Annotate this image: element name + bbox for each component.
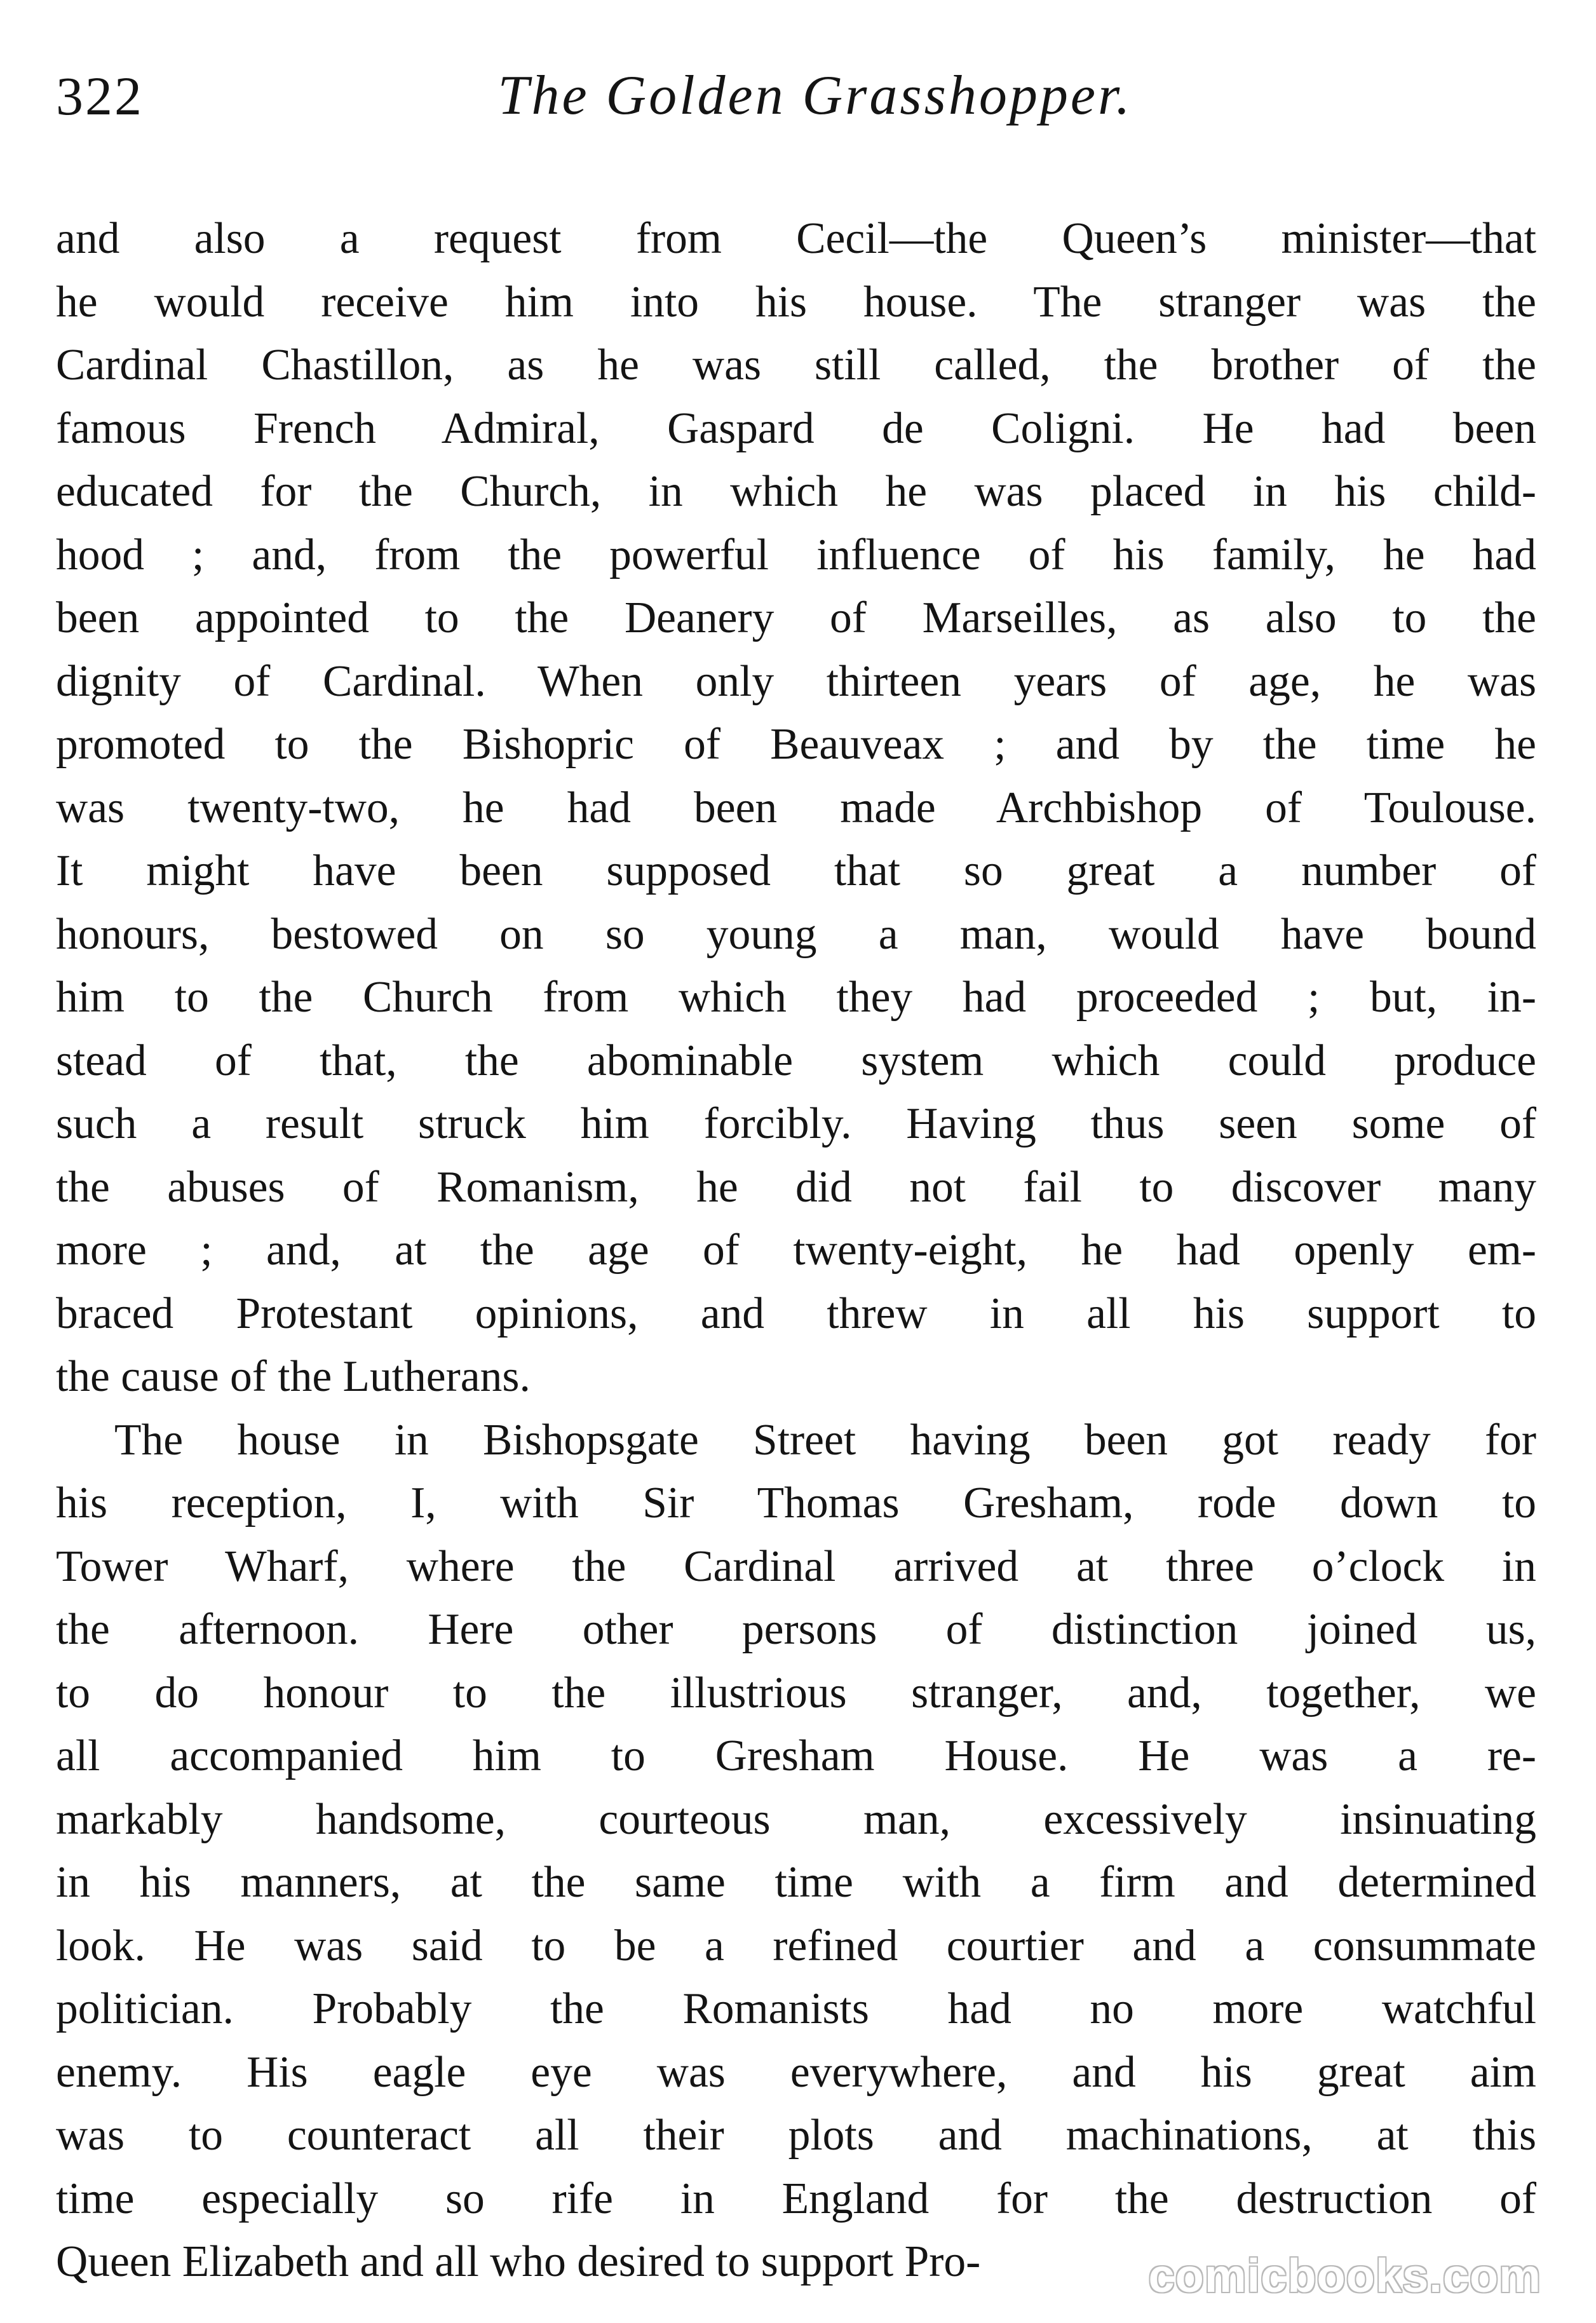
- text-line: educated for the Church, in which he was placed in his child-: [56, 467, 1536, 516]
- text-line: more ; and, at the age of twenty-eight, he had openly em-: [56, 1226, 1536, 1275]
- text-line: promoted to the Bishopric of Beauveax ; and by the time he: [56, 720, 1536, 769]
- text-line: and also a request from Cecil—the Queen’s minister—that: [56, 214, 1536, 263]
- text-line: famous French Admiral, Gaspard de Coligni. He had been: [56, 403, 1536, 453]
- text-line: hood ; and, from the powerful influence of his family, he had: [56, 530, 1536, 579]
- text-line: markably handsome, courteous man, excessively insinuating: [56, 1794, 1536, 1844]
- page-header: [56, 61, 1536, 169]
- text-line: in his manners, at the same time with a firm and determined: [56, 1858, 1536, 1907]
- text-line: The house in Bishopsgate Street having been got ready for: [114, 1415, 1536, 1465]
- text-line: braced Protestant opinions, and threw in all his support to: [56, 1289, 1536, 1338]
- text-line: stead of that, the abominable system which could produce: [56, 1036, 1536, 1085]
- text-line: the afternoon. Here other persons of distinction joined us,: [56, 1605, 1536, 1654]
- text-line: he would receive him into his house. The stranger was the: [56, 277, 1536, 327]
- text-line: look. He was said to be a refined courtier and a consummate: [56, 1921, 1536, 1970]
- text-line: time especially so rife in England for the destruction of: [56, 2174, 1536, 2223]
- text-line: politician. Probably the Romanists had no more watchful: [56, 1984, 1536, 2033]
- text-line: enemy. His eagle eye was everywhere, and his great aim: [56, 2047, 1536, 2097]
- text-line: Cardinal Chastillon, as he was still called, the brother of the: [56, 341, 1536, 389]
- text-line: the cause of the Lutherans.: [56, 1352, 531, 1401]
- text-line: It might have been supposed that so great a number of: [56, 846, 1536, 895]
- text-line: such a result struck him forcibly. Having thus seen some of: [56, 1099, 1536, 1148]
- text-line: was to counteract all their plots and machinations, at this: [56, 2111, 1536, 2160]
- text-line: was twenty-two, he had been made Archbishop of Toulouse.: [56, 783, 1536, 832]
- text-line: the abuses of Romanism, he did not fail to discover many: [56, 1162, 1536, 1212]
- text-line: honours, bestowed on so young a man, would have bound: [56, 909, 1536, 959]
- paragraph: [56, 207, 1536, 1409]
- text-line: all accompanied him to Gresham House. He was a re-: [56, 1731, 1536, 1780]
- running-title: The Golden Grasshopper.: [497, 65, 1133, 126]
- watermark: comicbooks.com: [1148, 2249, 1541, 2302]
- body-text: [56, 207, 1536, 2294]
- text-line: Queen Elizabeth and all who desired to support Pro-: [56, 2237, 981, 2286]
- text-line: his reception, I, with Sir Thomas Gresham, rode down to: [56, 1479, 1536, 1527]
- text-line: dignity of Cardinal. When only thirteen years of age, he was: [56, 656, 1536, 706]
- page-number: 322: [56, 65, 144, 126]
- text-line: Tower Wharf, where the Cardinal arrived at three o’clock in: [56, 1541, 1536, 1591]
- text-line: been appointed to the Deanery of Marseilles, as also to the: [56, 593, 1536, 642]
- paragraph: [56, 1409, 1536, 2294]
- text-line: him to the Church from which they had proceeded ; but, in-: [56, 973, 1536, 1022]
- text-line: to do honour to the illustrious stranger, and, together, we: [56, 1668, 1536, 1717]
